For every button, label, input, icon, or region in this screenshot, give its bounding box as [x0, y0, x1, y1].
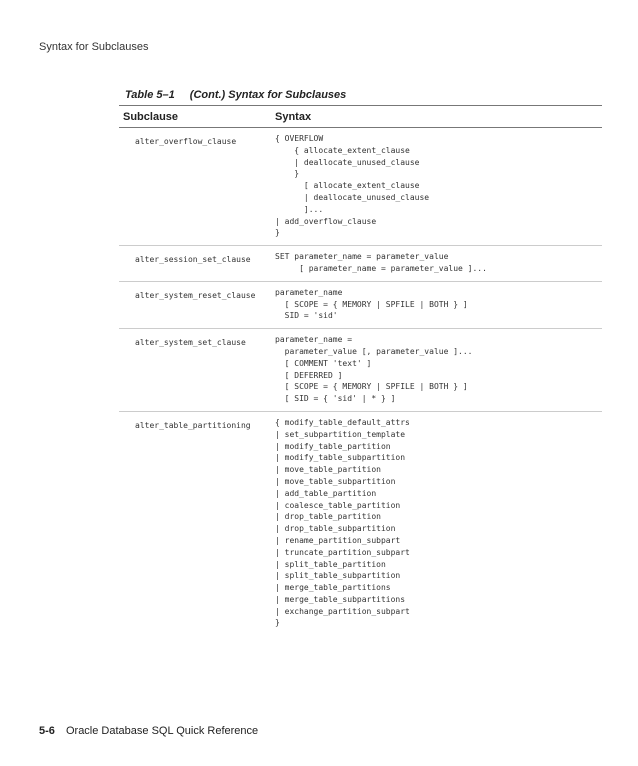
syntax-line: parameter_value [, parameter_value ]... [275, 346, 473, 356]
syntax-line: SID = 'sid' [275, 311, 338, 321]
syntax-block [275, 334, 602, 405]
syntax-line: | modify_table_subpartition [275, 453, 406, 463]
page-footer [39, 725, 258, 737]
syntax-line: | drop_table_partition [275, 512, 381, 522]
syntax-line: { allocate_extent_clause [275, 145, 410, 155]
subclause-name: alter_system_reset_clause [135, 290, 256, 300]
syntax-line: | deallocate_unused_clause [275, 192, 430, 202]
syntax-line: | modify_table_partition [275, 441, 391, 451]
syntax-line: | coalesce_table_partition [275, 500, 401, 510]
syntax-line: | move_table_partition [275, 465, 381, 475]
syntax-line: parameter_name [275, 287, 343, 297]
syntax-line: | merge_table_partitions [275, 583, 391, 593]
table-row [119, 412, 602, 635]
column-header-syntax: Syntax [275, 111, 312, 123]
syntax-line: [ SCOPE = { MEMORY | SPFILE | BOTH } ] [275, 299, 468, 309]
running-head: Syntax for Subclauses [39, 41, 149, 53]
subclause-name: alter_table_partitioning [135, 420, 251, 430]
syntax-line: { modify_table_default_attrs [275, 417, 410, 427]
syntax-line: [ allocate_extent_clause [275, 181, 420, 191]
syntax-line: | split_table_partition [275, 559, 386, 569]
syntax-block [275, 287, 602, 322]
syntax-line: | set_subpartition_template [275, 429, 406, 439]
syntax-line: { OVERFLOW [275, 134, 324, 143]
column-header-subclause: Subclause [123, 111, 179, 123]
syntax-line: | deallocate_unused_clause [275, 157, 420, 167]
syntax-line: SET parameter_name = parameter_value [275, 252, 449, 262]
table-row [119, 329, 602, 412]
subclause-name: alter_system_set_clause [135, 338, 246, 348]
syntax-line: } [275, 618, 280, 628]
page-number: 5-6 [39, 725, 55, 737]
syntax-line: [ SID = { 'sid' | * } ] [275, 394, 396, 404]
syntax-line: | rename_partition_subpart [275, 535, 401, 545]
table-caption [125, 89, 346, 101]
syntax-line: } [275, 169, 300, 179]
table-row [119, 246, 602, 282]
table-title: (Cont.) Syntax for Subclauses [189, 89, 347, 101]
subclause-name: alter_overflow_clause [135, 137, 237, 146]
syntax-table [119, 105, 602, 635]
table-row [119, 282, 602, 329]
syntax-block [275, 417, 602, 629]
table-body [119, 128, 602, 635]
subclause-name: alter_session_set_clause [135, 255, 251, 265]
syntax-line: | truncate_partition_subpart [275, 547, 410, 557]
syntax-line: | merge_table_subpartitions [275, 594, 406, 604]
syntax-line: | add_overflow_clause [275, 216, 377, 226]
table-header [119, 106, 602, 128]
syntax-line: | add_table_partition [275, 488, 377, 498]
syntax-line: [ DEFERRED ] [275, 370, 343, 380]
syntax-line: [ parameter_name = parameter_value ]... [275, 263, 487, 273]
table-number: Table 5–1 [125, 89, 175, 101]
syntax-line: | move_table_subpartition [275, 476, 396, 486]
syntax-line: } [275, 228, 280, 238]
syntax-line: ]... [275, 204, 324, 214]
syntax-block [275, 133, 602, 239]
syntax-block [275, 251, 602, 275]
syntax-line: | split_table_subpartition [275, 571, 401, 581]
table-row [119, 128, 602, 246]
syntax-line: [ SCOPE = { MEMORY | SPFILE | BOTH } ] [275, 382, 468, 392]
syntax-line: parameter_name = [275, 335, 353, 345]
book-title: Oracle Database SQL Quick Reference [65, 725, 259, 737]
syntax-line: | exchange_partition_subpart [275, 606, 410, 616]
syntax-line: | drop_table_subpartition [275, 524, 396, 534]
syntax-line: [ COMMENT 'text' ] [275, 358, 372, 368]
